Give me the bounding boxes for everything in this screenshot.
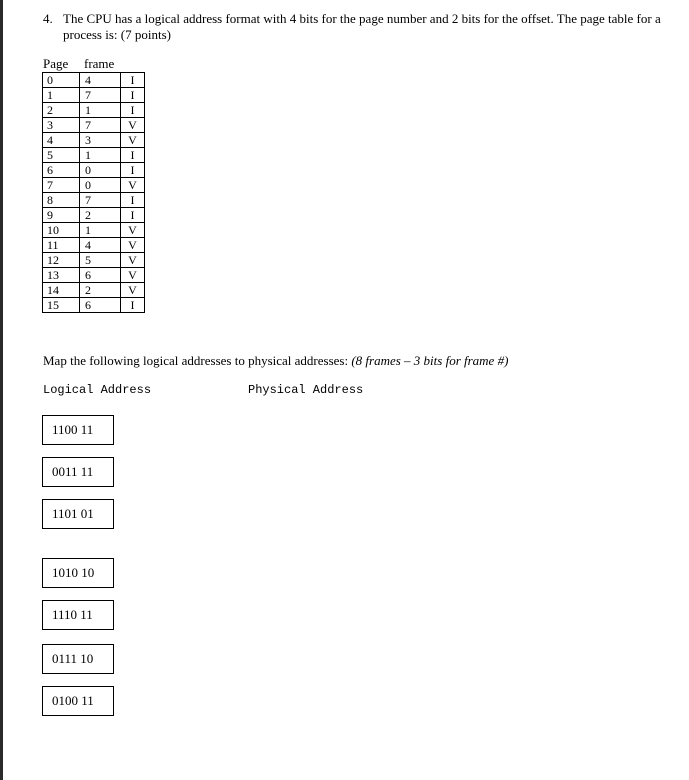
frame-number-cell: 4 (80, 73, 121, 88)
frame-number-cell: 7 (80, 118, 121, 133)
page-number-cell: 3 (43, 118, 80, 133)
physical-address-header: Physical Address (248, 383, 364, 397)
frame-number-cell: 3 (80, 133, 121, 148)
logical-address-box: 0100 11 (42, 686, 114, 716)
page-number-cell: 2 (43, 103, 80, 118)
valid-bit-cell: I (121, 88, 145, 103)
page-number-cell: 4 (43, 133, 80, 148)
frame-number-cell: 2 (80, 283, 121, 298)
valid-bit-cell: I (121, 193, 145, 208)
page-table-row (43, 133, 145, 148)
page-table-row (43, 163, 145, 178)
frame-number-cell: 1 (80, 148, 121, 163)
page-table-row (43, 223, 145, 238)
question-text: The CPU has a logical address format with 4 bits for the page number and 2 bits for the offset. The page table for a process is: (7 points) (63, 11, 661, 42)
page-table-row (43, 253, 145, 268)
valid-bit-cell: I (121, 103, 145, 118)
page-table-row (43, 193, 145, 208)
valid-bit-cell: I (121, 163, 145, 178)
frame-number-cell: 7 (80, 193, 121, 208)
page-number-cell: 15 (43, 298, 80, 313)
page-table-row (43, 238, 145, 253)
valid-bit-cell: I (121, 73, 145, 88)
page-number-cell: 6 (43, 163, 80, 178)
frame-number-cell: 1 (80, 103, 121, 118)
page-number-cell: 1 (43, 88, 80, 103)
valid-bit-cell: V (121, 253, 145, 268)
page-number-cell: 0 (43, 73, 80, 88)
left-margin-rule (0, 0, 3, 780)
logical-address-box: 1100 11 (42, 415, 114, 445)
page-table-row (43, 118, 145, 133)
valid-bit-cell: V (121, 238, 145, 253)
frame-number-cell: 6 (80, 298, 121, 313)
valid-bit-cell: I (121, 208, 145, 223)
frame-number-cell: 0 (80, 163, 121, 178)
page-number-cell: 9 (43, 208, 80, 223)
valid-bit-cell: I (121, 298, 145, 313)
page-table-row (43, 178, 145, 193)
page-table-row (43, 268, 145, 283)
page-number-cell: 13 (43, 268, 80, 283)
frame-number-cell: 0 (80, 178, 121, 193)
logical-address-box: 0011 11 (42, 457, 114, 487)
logical-address-box: 1101 01 (42, 499, 114, 529)
question-4 (43, 11, 668, 43)
mapping-instruction-text: Map the following logical addresses to physical addresses: (43, 353, 352, 368)
valid-bit-cell: I (121, 148, 145, 163)
logical-address-box: 1110 11 (42, 600, 114, 630)
page-number-cell: 5 (43, 148, 80, 163)
frame-number-cell: 5 (80, 253, 121, 268)
frame-number-cell: 6 (80, 268, 121, 283)
frame-column-header: frame (84, 56, 115, 71)
page-number-cell: 11 (43, 238, 80, 253)
valid-bit-cell: V (121, 223, 145, 238)
valid-bit-cell: V (121, 178, 145, 193)
frame-number-cell: 2 (80, 208, 121, 223)
page-column-header: Page (43, 56, 69, 71)
frame-number-cell: 7 (80, 88, 121, 103)
page-table-row (43, 103, 145, 118)
valid-bit-cell: V (121, 133, 145, 148)
valid-bit-cell: V (121, 118, 145, 133)
question-number: 4. (43, 11, 53, 26)
logical-address-header: Logical Address (43, 383, 152, 397)
valid-bit-cell: V (121, 283, 145, 298)
page-number-cell: 10 (43, 223, 80, 238)
frame-number-cell: 4 (80, 238, 121, 253)
page-number-cell: 12 (43, 253, 80, 268)
logical-address-box: 0111 10 (42, 644, 114, 674)
valid-bit-cell: V (121, 268, 145, 283)
mapping-instruction (43, 353, 508, 369)
page-table-row (43, 298, 145, 313)
page-number-cell: 7 (43, 178, 80, 193)
frame-number-cell: 1 (80, 223, 121, 238)
page-table-row (43, 283, 145, 298)
page-number-cell: 8 (43, 193, 80, 208)
mapping-note: (8 frames – 3 bits for frame #) (351, 353, 509, 368)
page-table-row (43, 88, 145, 103)
page-table-row (43, 208, 145, 223)
page-table (42, 72, 145, 313)
page-number-cell: 14 (43, 283, 80, 298)
page-table-row (43, 73, 145, 88)
logical-address-box: 1010 10 (42, 558, 114, 588)
page-table-row (43, 148, 145, 163)
